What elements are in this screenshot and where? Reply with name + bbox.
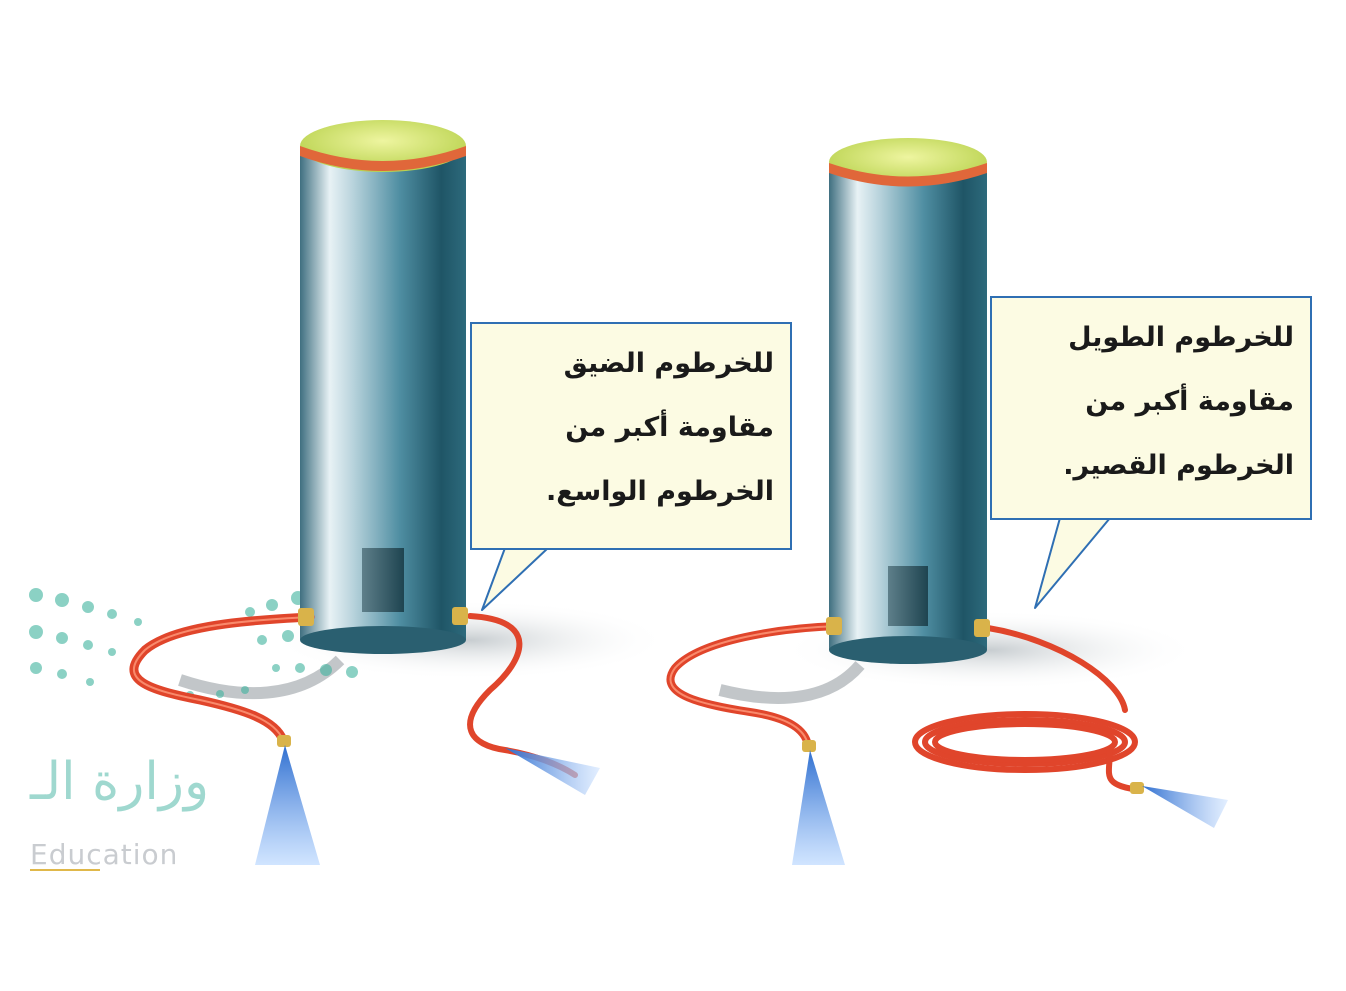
tank-left-panel	[362, 548, 404, 612]
short-hose-nozzle	[802, 740, 816, 752]
wide-hose-nozzle	[277, 735, 291, 747]
water-stream-narrow	[505, 748, 600, 795]
water-stream-short	[792, 750, 845, 865]
watermark-arabic: وزارة الـ	[30, 752, 210, 812]
wide-hose-connector	[298, 608, 314, 626]
callout-long-hose	[990, 296, 1312, 520]
callout-narrow-line-3: الخرطوم الواسع.	[545, 476, 774, 507]
callout-narrow-line-2: مقاومة أكبر من	[565, 412, 774, 443]
callout-narrow-hose	[470, 322, 792, 550]
water-stream-wide	[255, 745, 320, 865]
callout-narrow-line-1: للخرطوم الضيق	[563, 348, 774, 379]
tank-right-panel	[888, 566, 928, 626]
short-hose-connector	[826, 617, 842, 635]
water-tank-left	[300, 120, 466, 654]
water-stream-long	[1142, 786, 1228, 828]
callout-narrow-pointer	[482, 548, 548, 610]
callout-long-line-2: مقاومة أكبر من	[1085, 386, 1294, 417]
watermark-english: Education	[30, 838, 179, 871]
callout-long-line-3: الخرطوم القصير.	[1063, 450, 1294, 481]
water-tank-right	[829, 138, 987, 664]
long-hose-connector	[974, 619, 990, 637]
long-hose-nozzle	[1130, 782, 1144, 794]
callout-long-line-1: للخرطوم الطويل	[1068, 322, 1294, 353]
callout-long-pointer	[1035, 518, 1110, 608]
narrow-hose-connector	[452, 607, 468, 625]
